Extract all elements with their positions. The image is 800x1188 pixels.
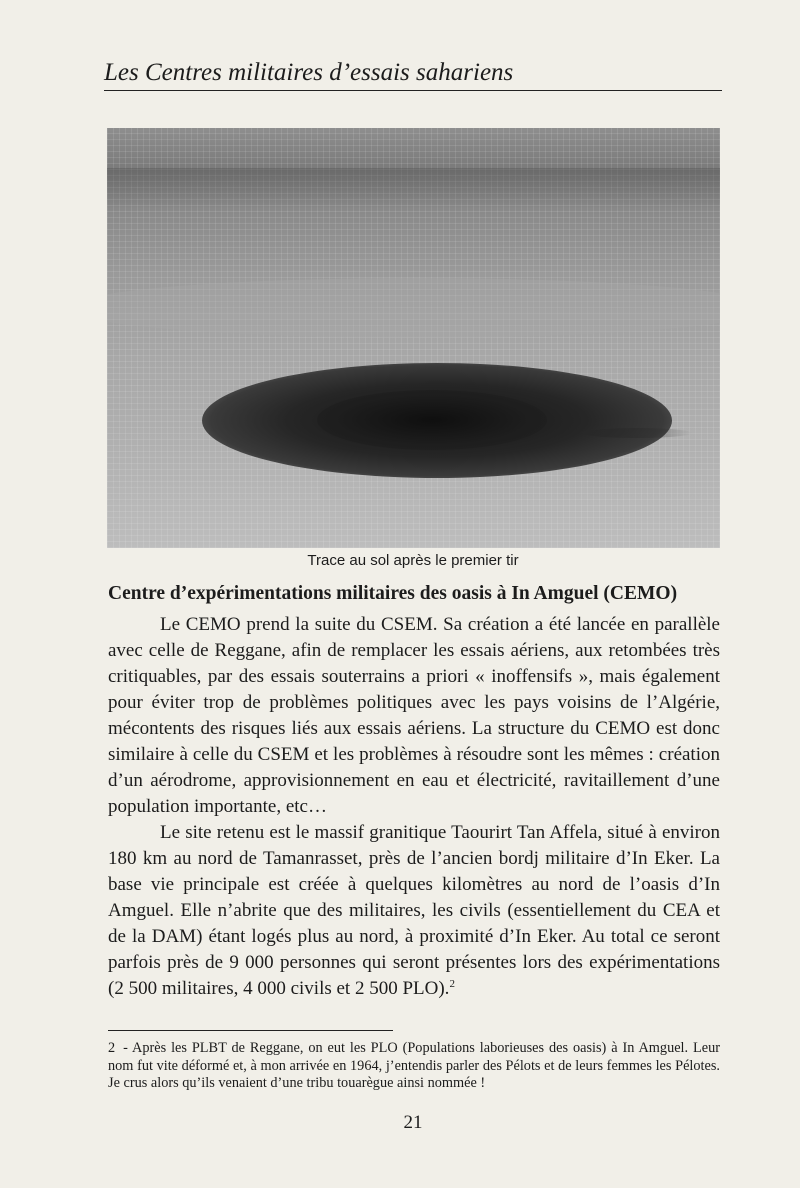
photo-crater-core [317, 390, 547, 450]
footnote-text: - Après les PLBT de Reggane, on eut les PLO (Populations laborieuses des oasis) à In Amguel. Leur nom fut vite déformé et, à mon arrivée en 1964, j’entendis parler des Pélots et de leurs femmes les Pélotes. Je crus alors qu’ils venaient d’une tribu touarègue ainsi nommée ! [108, 1040, 720, 1091]
running-head: Les Centres militaires d’essais sahariens [104, 58, 722, 91]
paragraph-2 [108, 820, 720, 1002]
footnote-number: 2 [108, 1040, 116, 1056]
footnote-reference[interactable]: 2 [449, 978, 455, 990]
photo-sky-band [107, 168, 720, 208]
photo-ground-haze [107, 278, 720, 338]
crater-photo [107, 128, 720, 548]
paragraph-2-text: Le site retenu est le massif granitique Taourirt Tan Affela, situé à environ 180 km au nord de Tamanrasset, près de l’ancien bordj militaire d’In Eker. La base vie principale est créée à quelques kilomètres au nord de l’oasis d’In Amguel. Elle n’abrite que des militaires, les civils (essentiellement du CEA et de la DAM) étant logés plus au nord, à proximité d’In Eker. Au total ce seront parfois près de 9 000 personnes qui seront présentes lors des expérimentations (2 500 militaires, 4 000 civils et 2 500 PLO). [108, 822, 720, 999]
photo-crater-ray [582, 428, 692, 438]
footnote-divider [108, 1030, 393, 1031]
body-text [108, 612, 720, 1002]
section-title: Centre d’expérimentations militaires des oasis à In Amguel (CEMO) [108, 583, 678, 604]
page-number: 21 [403, 1112, 423, 1133]
paragraph-1: Le CEMO prend la suite du CSEM. Sa création a été lancée en parallèle avec celle de Reggane, afin de remplacer les essais aériens, aux retombées très critiquables, par des essais souterrains a priori « inoffensifs », mais également pour éviter trop de problèmes politiques avec les pays voisins de l’Algérie, mécontents des risques liés aux essais aériens. La structure du CEMO est donc similaire à celle du CSEM et les problèmes à résoudre sont les mêmes : création d’un aérodrome, approvisionnement en eau et électricité, ravitaillement d’une population importante, etc… [108, 614, 720, 817]
footnote [108, 1040, 720, 1093]
figure-caption: Trace au sol après le premier tir [307, 552, 519, 569]
